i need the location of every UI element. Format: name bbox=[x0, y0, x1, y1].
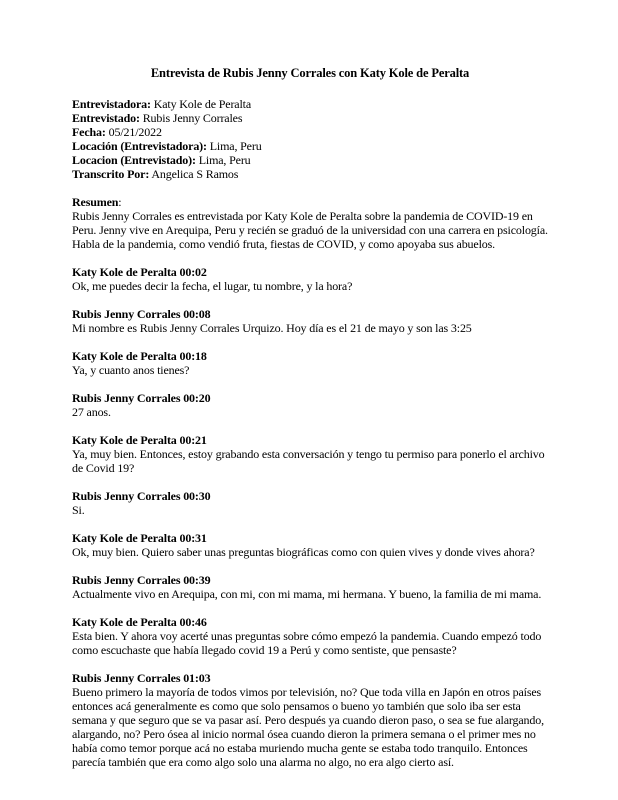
timestamp: 00:31 bbox=[179, 531, 207, 545]
metadata-value: Angelica S Ramos bbox=[151, 167, 239, 181]
entry-text: Si. bbox=[72, 503, 85, 517]
entry-text: Esta bien. Y ahora voy acerté unas preguntas sobre cómo empezó la pandemia. Cuando empezó todo como escuchaste que había llegado covid 19 a Perú y como sentiste, que pensaste? bbox=[72, 629, 542, 657]
speaker-line bbox=[72, 433, 548, 447]
speaker-name: Katy Kole de Peralta bbox=[72, 265, 177, 279]
timestamp: 00:30 bbox=[183, 489, 211, 503]
metadata-value: Katy Kole de Peralta bbox=[153, 97, 252, 111]
timestamp: 00:08 bbox=[183, 307, 211, 321]
timestamp: 00:39 bbox=[183, 573, 211, 587]
metadata-line-location-interviewee bbox=[72, 153, 548, 167]
summary-text: Rubis Jenny Corrales es entrevistada por Katy Kole de Peralta sobre la pandemia de COVID-19 en Peru. Jenny vive en Arequipa, Peru y recién se graduó de la universidad con una carrera en psicología. Habla de la pandemia, como vendió fruta, fiestas de COVID, y como apoyaba sus abuelos. bbox=[72, 209, 548, 251]
entry-text: Ya, y cuanto anos tienes? bbox=[72, 363, 190, 377]
speaker-line bbox=[72, 265, 548, 279]
entry-text: Ya, muy bien. Entonces, estoy grabando esta conversación y tengo tu permiso para ponerlo el archivo de Covid 19? bbox=[72, 447, 545, 475]
speaker-line bbox=[72, 489, 548, 503]
summary-section bbox=[72, 195, 548, 251]
speaker-name: Katy Kole de Peralta bbox=[72, 531, 177, 545]
speaker-line bbox=[72, 307, 548, 321]
metadata-value: 05/21/2022 bbox=[108, 125, 162, 139]
speaker-name: Katy Kole de Peralta bbox=[72, 615, 177, 629]
summary-colon: : bbox=[118, 195, 122, 209]
speaker-name: Rubis Jenny Corrales bbox=[72, 391, 181, 405]
speaker-name: Rubis Jenny Corrales bbox=[72, 573, 181, 587]
timestamp: 01:03 bbox=[183, 671, 211, 685]
transcript-entry bbox=[72, 573, 548, 601]
summary-heading bbox=[72, 195, 548, 209]
metadata-line-date bbox=[72, 125, 548, 139]
entry-text: Mi nombre es Rubis Jenny Corrales Urquizo. Hoy día es el 21 de mayo y son las 3:25 bbox=[72, 321, 472, 335]
metadata-label: Entrevistado: bbox=[72, 111, 140, 125]
metadata-label: Entrevistadora: bbox=[72, 97, 151, 111]
metadata-line-interviewer bbox=[72, 97, 548, 111]
speaker-name: Rubis Jenny Corrales bbox=[72, 671, 181, 685]
transcript-entry bbox=[72, 391, 548, 419]
speaker-line bbox=[72, 531, 548, 545]
metadata-value: Lima, Peru bbox=[198, 153, 251, 167]
metadata-value: Rubis Jenny Corrales bbox=[142, 111, 243, 125]
speaker-line bbox=[72, 349, 548, 363]
entry-text: Actualmente vivo en Arequipa, con mi, con mi mama, mi hermana. Y bueno, la familia de mi mama. bbox=[72, 587, 542, 601]
entry-text: Bueno primero la mayoría de todos vimos por televisión, no? Que toda villa en Japón en otros países entonces acá generalmente es como que solo pensamos o bueno yo también que solo iba ser esta semana y que seguro que se va pasar así. Pero después ya cuando dieron paso, o sea se fue alargando, alargando, no? Pero ósea al inicio normal ósea cuando dieron la primera semana o el primer mes no había como temor porque acá no estaba muriendo mucha gente se estaba todo tranquilo. Entonces parecía también que era como algo solo una alarma no algo, no era algo cierto así. bbox=[72, 685, 544, 769]
speaker-line bbox=[72, 391, 548, 405]
speaker-name: Rubis Jenny Corrales bbox=[72, 489, 181, 503]
timestamp: 00:21 bbox=[179, 433, 207, 447]
speaker-name: Katy Kole de Peralta bbox=[72, 349, 177, 363]
transcript-entry bbox=[72, 433, 548, 475]
transcript-entry bbox=[72, 531, 548, 559]
timestamp: 00:18 bbox=[179, 349, 207, 363]
metadata-line-location-interviewer bbox=[72, 139, 548, 153]
summary-label: Resumen bbox=[72, 195, 119, 209]
transcript-entry bbox=[72, 349, 548, 377]
entry-text: Ok, me puedes decir la fecha, el lugar, tu nombre, y la hora? bbox=[72, 279, 353, 293]
entry-text: 27 anos. bbox=[72, 405, 111, 419]
metadata-label: Fecha: bbox=[72, 125, 106, 139]
transcript-entry bbox=[72, 489, 548, 517]
metadata-block bbox=[72, 97, 548, 181]
speaker-line bbox=[72, 615, 548, 629]
speaker-name: Katy Kole de Peralta bbox=[72, 433, 177, 447]
transcript-entry bbox=[72, 265, 548, 293]
metadata-label: Locación (Entrevistadora): bbox=[72, 139, 207, 153]
transcript-entry bbox=[72, 615, 548, 657]
timestamp: 00:02 bbox=[179, 265, 207, 279]
transcript-entry bbox=[72, 307, 548, 335]
speaker-name: Rubis Jenny Corrales bbox=[72, 307, 181, 321]
page-title: Entrevista de Rubis Jenny Corrales con Katy Kole de Peralta bbox=[150, 66, 470, 80]
timestamp: 00:46 bbox=[179, 615, 207, 629]
speaker-line bbox=[72, 671, 548, 685]
entry-text: Ok, muy bien. Quiero saber unas preguntas biográficas como con quien vives y donde vives ahora? bbox=[72, 545, 535, 559]
transcript-entry bbox=[72, 671, 548, 769]
metadata-line-transcriber bbox=[72, 167, 548, 181]
metadata-label: Locacion (Entrevistado): bbox=[72, 153, 196, 167]
metadata-value: Lima, Peru bbox=[209, 139, 262, 153]
speaker-line bbox=[72, 573, 548, 587]
timestamp: 00:20 bbox=[183, 391, 211, 405]
metadata-line-interviewee bbox=[72, 111, 548, 125]
metadata-label: Transcrito Por: bbox=[72, 167, 150, 181]
